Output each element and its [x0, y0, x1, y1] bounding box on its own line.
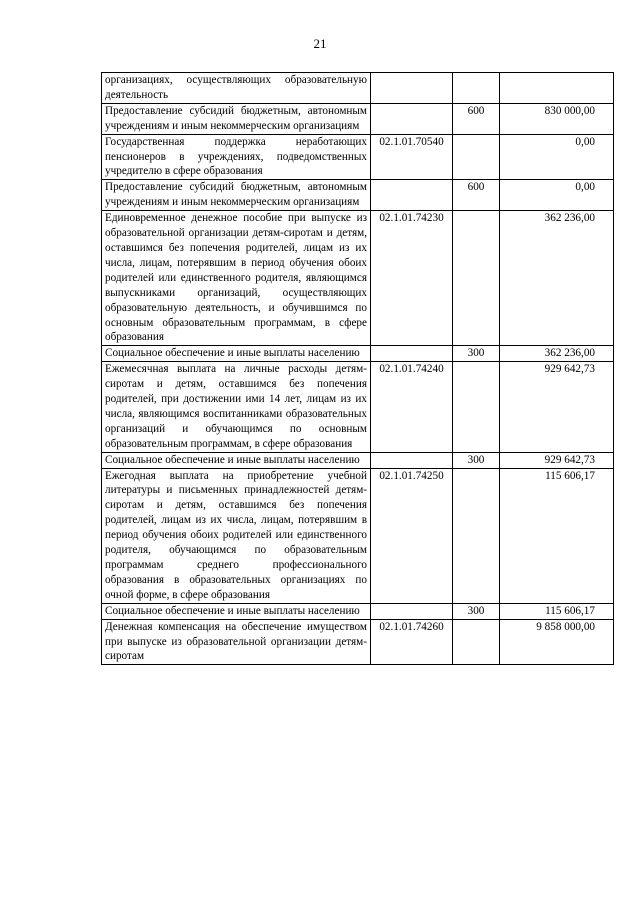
- row-name-cell: Социальное обеспечение и иные выплаты населению: [102, 603, 371, 619]
- row-name-cell: Социальное обеспечение и иные выплаты населению: [102, 452, 371, 468]
- row-expense-kind-cell: [453, 134, 500, 180]
- row-sum-cell: 115 606,17: [500, 468, 614, 603]
- row-name-cell: Предоставление субсидий бюджетным, автономным учреждениям и иным некоммерческим организациям: [102, 103, 371, 134]
- row-name-cell: Государственная поддержка неработающих пенсионеров в учреждениях, подведомственных учредителю в сфере образования: [102, 134, 371, 180]
- table-row: [102, 103, 614, 134]
- table-row: [102, 211, 614, 346]
- table-row: [102, 180, 614, 211]
- row-code-cell: 02.1.01.74250: [371, 468, 453, 603]
- row-name-cell: Денежная компенсация на обеспечение имуществом при выпуске из образовательной организации детям-сиротам: [102, 619, 371, 665]
- table-row: [102, 619, 614, 665]
- row-name-cell: организациях, осуществляющих образовательную деятельность: [102, 73, 371, 104]
- row-expense-kind-cell: 300: [453, 603, 500, 619]
- table-row: [102, 73, 614, 104]
- row-name-cell: Ежегодная выплата на приобретение учебной литературы и письменных принадлежностей детям-сиротам и детям, оставшимся без попечения родителей, лицам из их числа, лицам, потерявшим в период обучения обоих родителей или единственного родителя, обучающимся по образовательным программам среднего профессионального образования в образовательных организациях по очной форме, в сфере образования: [102, 468, 371, 603]
- row-expense-kind-cell: [453, 362, 500, 452]
- row-expense-kind-cell: [453, 211, 500, 346]
- table-row: [102, 452, 614, 468]
- row-sum-cell: 9 858 000,00: [500, 619, 614, 665]
- row-code-cell: 02.1.01.74230: [371, 211, 453, 346]
- row-name-cell: Ежемесячная выплата на личные расходы детям-сиротам и детям, оставшимся без попечения родителей, при достижении ими 14 лет, лицам из их числа, являющимся воспитанниками образовательных организаций и обучающимся по основным образовательным программам, в сфере образования: [102, 362, 371, 452]
- row-code-cell: [371, 73, 453, 104]
- row-sum-cell: 362 236,00: [500, 346, 614, 362]
- row-sum-cell: 0,00: [500, 180, 614, 211]
- row-sum-cell: 115 606,17: [500, 603, 614, 619]
- row-expense-kind-cell: [453, 73, 500, 104]
- row-expense-kind-cell: 600: [453, 180, 500, 211]
- table-row: [102, 362, 614, 452]
- table-row: [102, 134, 614, 180]
- row-code-cell: [371, 103, 453, 134]
- row-sum-cell: 929 642,73: [500, 362, 614, 452]
- row-code-cell: 02.1.01.74240: [371, 362, 453, 452]
- budget-table-body: [102, 73, 614, 665]
- row-expense-kind-cell: [453, 468, 500, 603]
- table-row: [102, 603, 614, 619]
- row-code-cell: 02.1.01.70540: [371, 134, 453, 180]
- row-expense-kind-cell: 300: [453, 346, 500, 362]
- row-code-cell: [371, 180, 453, 211]
- table-row: [102, 346, 614, 362]
- row-sum-cell: 0,00: [500, 134, 614, 180]
- row-expense-kind-cell: 300: [453, 452, 500, 468]
- page-number: 21: [313, 36, 327, 51]
- row-sum-cell: [500, 73, 614, 104]
- row-code-cell: [371, 346, 453, 362]
- row-expense-kind-cell: 600: [453, 103, 500, 134]
- row-name-cell: Предоставление субсидий бюджетным, автономным учреждениям и иным некоммерческим организациям: [102, 180, 371, 211]
- row-code-cell: [371, 452, 453, 468]
- row-sum-cell: 929 642,73: [500, 452, 614, 468]
- budget-table: [101, 72, 614, 665]
- row-expense-kind-cell: [453, 619, 500, 665]
- row-sum-cell: 362 236,00: [500, 211, 614, 346]
- row-code-cell: 02.1.01.74260: [371, 619, 453, 665]
- row-name-cell: Социальное обеспечение и иные выплаты населению: [102, 346, 371, 362]
- row-name-cell: Единовременное денежное пособие при выпуске из образовательной организации детям-сиротам и детям, оставшимся без попечения родителей, лицам из их числа, лицам, потерявшим в период обучения обоих родителей или единственного родителя, являющимся выпускниками организаций, осуществляющих образовательную деятельность, и обучившимся по основным образовательным программам, в сфере образования: [102, 211, 371, 346]
- row-sum-cell: 830 000,00: [500, 103, 614, 134]
- table-row: [102, 468, 614, 603]
- row-code-cell: [371, 603, 453, 619]
